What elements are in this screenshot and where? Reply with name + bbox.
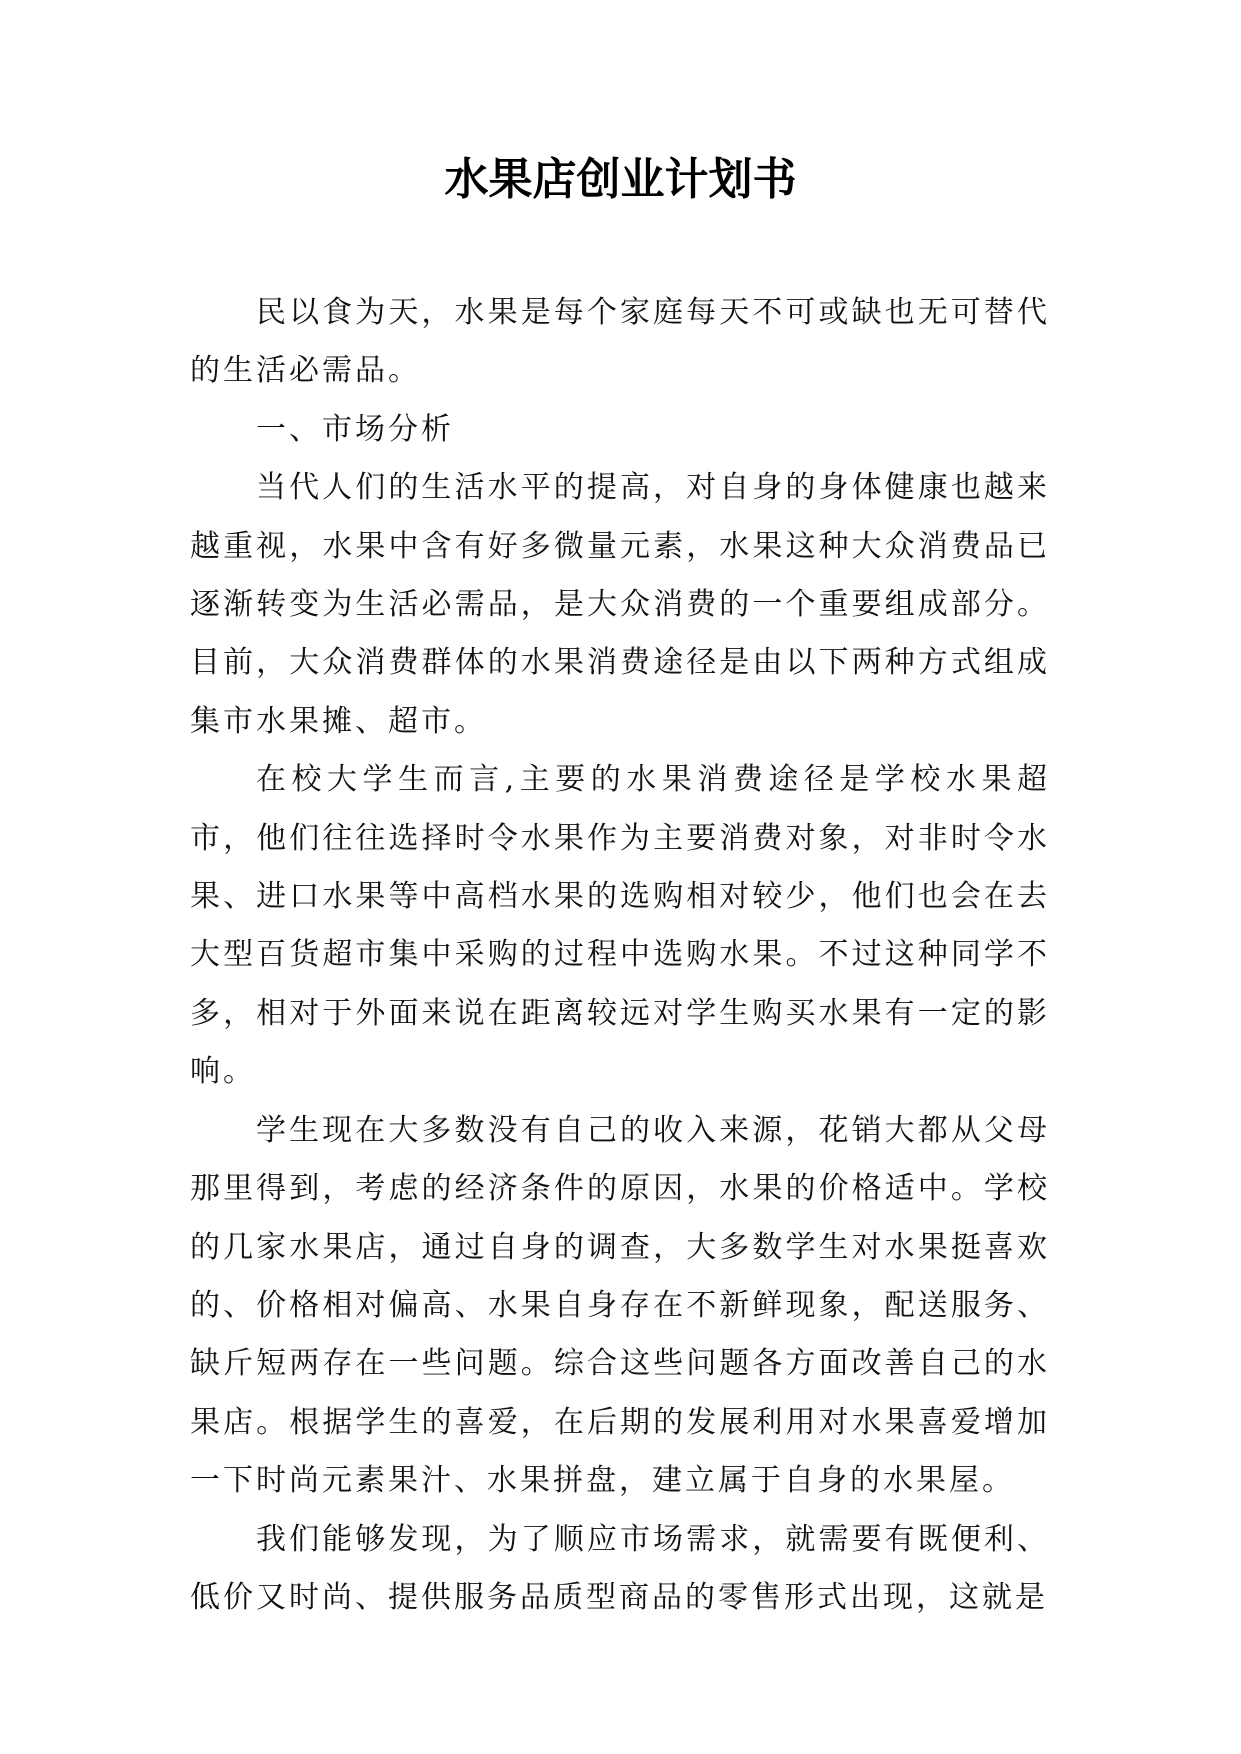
paragraph-intro: 民以食为天，水果是每个家庭每天不可或缺也无可替代的生活必需品。 (190, 295, 1050, 389)
document-title: 水果店创业计划书 (444, 154, 797, 205)
paragraph-market-demand: 我们能够发现，为了顺应市场需求，就需要有既便利、低价又时尚、提供服务品质型商品的零售形式出现，这就是 (190, 1521, 1050, 1615)
paragraph-market-overview: 当代人们的生活水平的提高，对自身的身体健康也越来越重视，水果中含有好多微量元素，水果这种大众消费品已逐渐转变为生活必需品，是大众消费的一个重要组成部分。目前，大众消费群体的水果消费途径是由以下两种方式组成集市水果摊、超市。 (190, 470, 1050, 739)
section-heading-market-analysis: 一、市场分析 (256, 411, 454, 447)
paragraph-student-income: 学生现在大多数没有自己的收入来源，花销大都从父母那里得到，考虑的经济条件的原因，水果的价格适中。学校的几家水果店，通过自身的调查，大多数学生对水果挺喜欢的、价格相对偏高、水果自身存在不新鲜现象，配送服务、缺斤短两存在一些问题。综合这些问题各方面改善自己的水果店。根据学生的喜爱，在后期的发展利用对水果喜爱增加一下时尚元素果汁、水果拼盘，建立属于自身的水果屋。 (190, 1112, 1050, 1499)
paragraph-college-students: 在校大学生而言,主要的水果消费途径是学校水果超市，他们往往选择时令水果作为主要消费对象，对非时令水果、进口水果等中高档水果的选购相对较少，他们也会在去大型百货超市集中采购的过程中选购水果。不过这种同学不多，相对于外面来说在距离较远对学生购买水果有一定的影响。 (190, 762, 1050, 1090)
document-body (190, 284, 1050, 1627)
